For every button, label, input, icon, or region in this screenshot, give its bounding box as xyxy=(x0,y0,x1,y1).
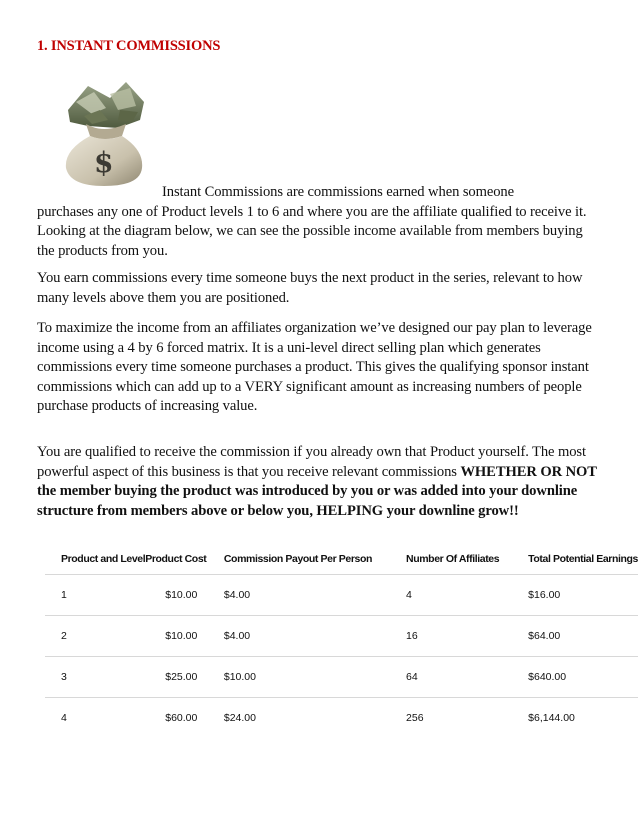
table-cell: $25.00 xyxy=(145,657,216,698)
table-cell: $10.00 xyxy=(216,657,390,698)
paragraph-instant-commissions xyxy=(37,183,597,261)
svg-text:$: $ xyxy=(94,146,114,179)
table-cell: 4 xyxy=(45,698,145,739)
paragraph-earn-commissions: You earn commissions every time someone buys the next product in the series, relevant to how many levels above them you are positioned. xyxy=(37,270,583,306)
paragraph-qualification xyxy=(37,443,597,521)
section-heading: 1. INSTANT COMMISSIONS xyxy=(37,38,221,54)
paragraph-continued: purchases any one of Product levels 1 to 6 and where you are the affiliate qualified to receive it. Looking at the diagram below, we can see the possible income available from members buying the products from you. xyxy=(37,203,587,259)
money-bag-icon xyxy=(48,80,160,188)
table-row xyxy=(45,616,638,657)
table-cell: $10.00 xyxy=(145,616,216,657)
table-cell: $640.00 xyxy=(508,657,638,698)
qualification-text: You are qualified to receive the commission if you already own that Product yourself. The most powerful aspect of this business is that you receive relevant commissions xyxy=(37,444,586,480)
table-cell: $16.00 xyxy=(508,575,638,616)
table-cell: $4.00 xyxy=(216,616,390,657)
table-cell: 16 xyxy=(390,616,508,657)
column-header: Total Potential Earnings xyxy=(528,553,638,565)
table-header-row xyxy=(45,544,638,575)
column-header: Product and Level xyxy=(61,553,146,565)
table-row xyxy=(45,575,638,616)
table-cell: 2 xyxy=(45,616,145,657)
table-cell: 1 xyxy=(45,575,145,616)
qualification-emphasis: WHETHER OR NOT the member buying the product was introduced by you or was added into your downline structure from members above or below you, HELPING your downline grow!! xyxy=(37,463,597,519)
paragraph-first-line: Instant Commissions are commissions earned when someone xyxy=(162,184,514,200)
commission-table xyxy=(45,544,638,738)
table-row xyxy=(45,657,638,698)
column-header: Number Of Affiliates xyxy=(406,553,500,565)
table-cell: 64 xyxy=(390,657,508,698)
table-cell: $4.00 xyxy=(216,575,390,616)
column-header: Commission Payout Per Person xyxy=(223,553,372,565)
table-row xyxy=(45,698,638,739)
paragraph-maximize-income: To maximize the income from an affiliates organization we’ve designed our pay plan to leverage income using a 4 by 6 forced matrix. It is a uni-level direct selling plan which generates commissions every time someone purchases a product. This gives the qualifying sponsor instant commissions which can add up to a VERY significant amount as increasing numbers of people purchase products of increasing value. xyxy=(37,320,592,414)
table-cell: $6,144.00 xyxy=(508,698,638,739)
table-cell: $10.00 xyxy=(145,575,216,616)
table-cell: $60.00 xyxy=(145,698,216,739)
table-cell: $24.00 xyxy=(216,698,390,739)
table-cell: 256 xyxy=(390,698,508,739)
column-header: Product Cost xyxy=(145,553,207,565)
table-cell: 3 xyxy=(45,657,145,698)
table-cell: 4 xyxy=(390,575,508,616)
table-cell: $64.00 xyxy=(508,616,638,657)
